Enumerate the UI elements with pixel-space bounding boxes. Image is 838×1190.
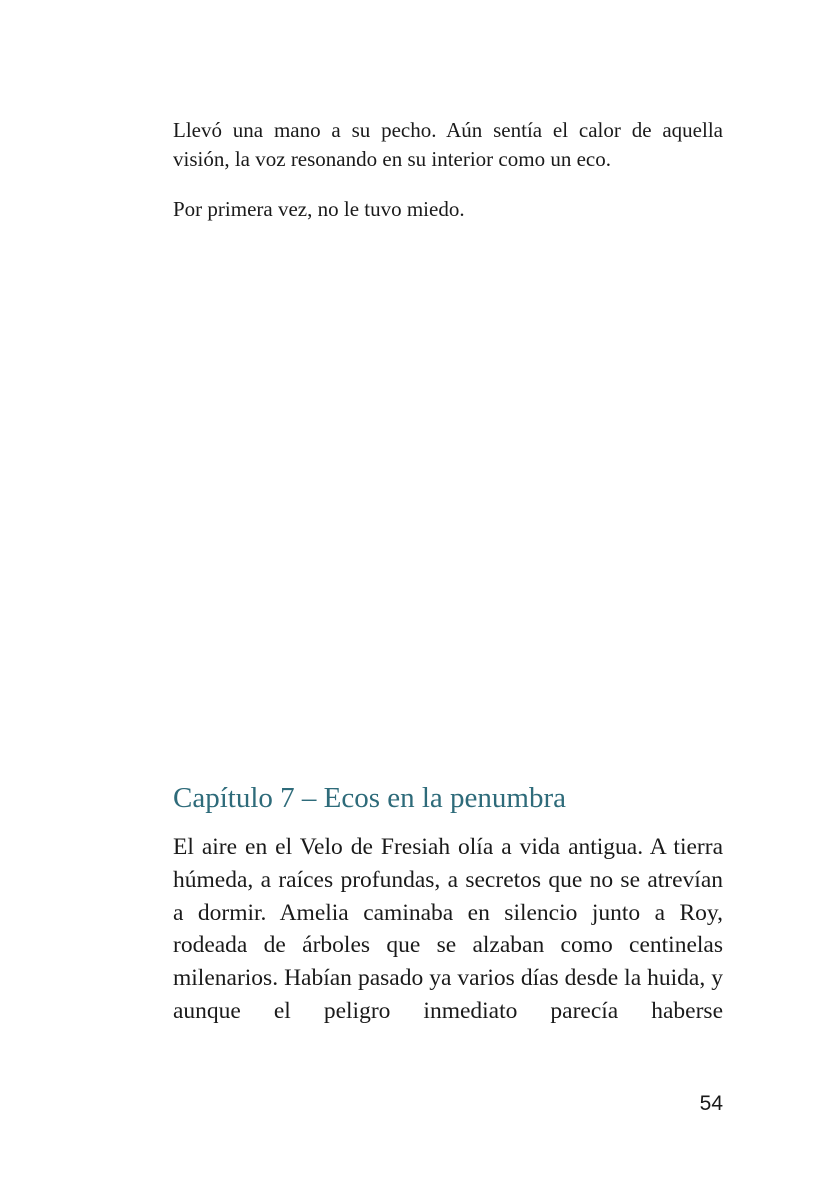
chapter-title: Capítulo 7 – Ecos en la penumbra (173, 782, 567, 814)
intro-text-block (173, 116, 723, 224)
paragraph: Llevó una mano a su pecho. Aún sentía el calor de aquella visión, la voz resonando en su interior como un eco. (173, 118, 723, 171)
chapter-paragraph: El aire en el Velo de Fresiah olía a vida antigua. A tierra húmeda, a raíces profundas, a secretos que no se atrevían a dormir. Amelia caminaba en silencio junto a Roy, rodeada de árboles que se alzaban como centinelas milenarios. Habían pasado ya varios días desde la huida, y aunque el peligro inmediato parecía haberse (173, 834, 723, 1024)
paragraph: Por primera vez, no le tuvo miedo. (173, 197, 465, 221)
page-number: 54 (699, 1092, 723, 1115)
